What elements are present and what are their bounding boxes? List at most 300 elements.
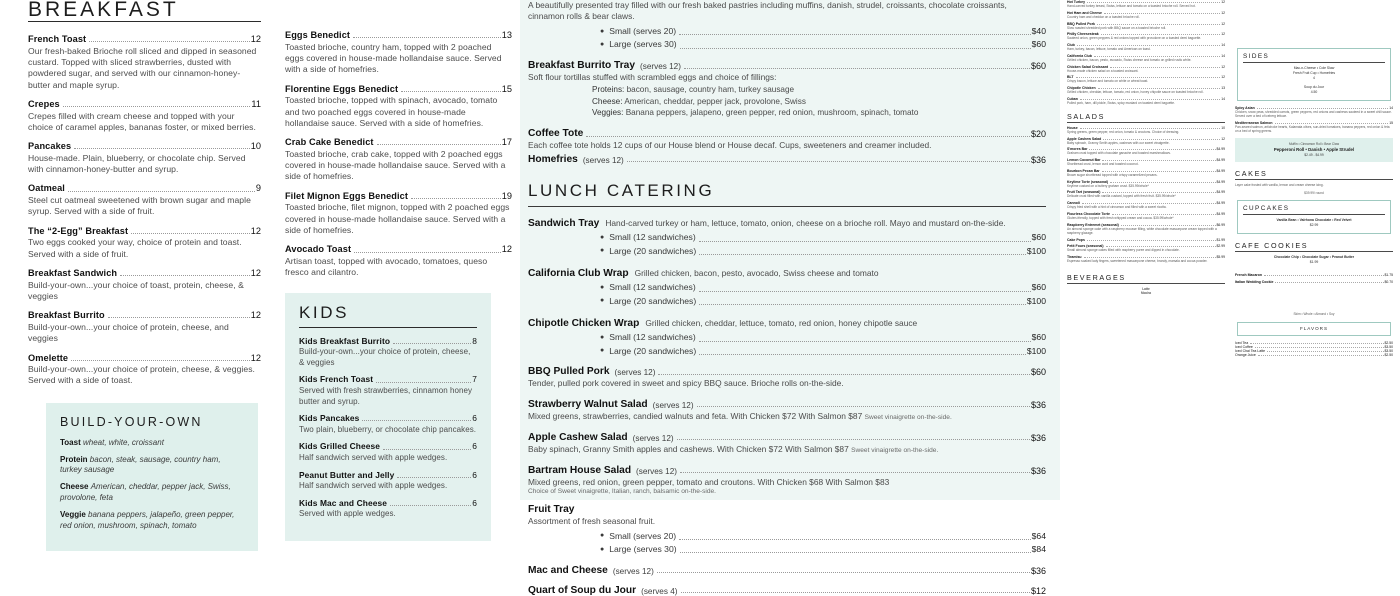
- cupcakes-price: $2.99: [1309, 223, 1319, 228]
- leader-dots: [680, 472, 1030, 473]
- item-price: $36: [1030, 565, 1046, 576]
- item-name: Cake Pops: [1067, 237, 1085, 242]
- item-price: $4.99: [1216, 211, 1225, 216]
- tiny-menu-item[interactable]: [1067, 190, 1225, 198]
- size-option[interactable]: [600, 331, 1046, 344]
- heading-divider: [28, 21, 261, 22]
- leader-dots: [1076, 77, 1221, 78]
- item-name: California Club Wrap: [528, 267, 629, 279]
- item-name: Omelette: [28, 352, 69, 363]
- item-price: 6: [472, 413, 477, 424]
- menu-item[interactable]: [28, 183, 261, 217]
- tiny-menu-item[interactable]: [1067, 244, 1225, 252]
- item-serves: (serves 12): [652, 400, 694, 410]
- item-price: 14: [1221, 43, 1225, 47]
- leader-dots: [1084, 257, 1216, 258]
- leader-dots: [1112, 214, 1216, 215]
- california-club-wrap[interactable]: [528, 267, 1046, 308]
- tiny-menu-item[interactable]: [1235, 280, 1393, 284]
- leader-dots: [390, 505, 471, 506]
- item-description: Baby spinach, Granny Smith apples and cashews. With Chicken $72 With Salmon $87: [528, 443, 849, 454]
- tiny-menu-item[interactable]: [1067, 0, 1225, 8]
- cupcakes-title: CUPCAKES: [1243, 205, 1290, 213]
- leader-dots: [376, 382, 471, 383]
- kids-heading: KIDS: [298, 302, 350, 322]
- catering-panel: [520, 0, 1060, 596]
- kids-divider: [299, 327, 477, 328]
- benedicts-column: [275, 0, 512, 519]
- filling-label: Veggies:: [592, 108, 624, 118]
- size-option[interactable]: [600, 344, 1046, 357]
- leader-dots: [627, 161, 1030, 162]
- size-price: $100: [1026, 245, 1046, 256]
- tiny-menu-item[interactable]: [1067, 169, 1225, 177]
- item-name: Chipotle Chicken Wrap: [528, 317, 640, 329]
- menu-item[interactable]: [28, 353, 261, 387]
- pastry-tray-intro-line1: A beautifully presented tray filled with our fresh baked pastries including muffins, danish, strudel, croissants, chocolate croissants,: [528, 0, 1007, 10]
- item-price: $1.75: [1384, 273, 1393, 278]
- cupcakes-line: Vanilla Bean • Valrhona Chocolate • Red Velvet: [1276, 218, 1352, 223]
- milk-options: Skim • Whole • Almond • Soy: [1293, 312, 1335, 317]
- tiny-right-column: [1230, 0, 1398, 500]
- item-description: Grilled chicken, bacon, pesto, avocado, Swiss cheese and tomato: [634, 267, 879, 278]
- size-option[interactable]: [600, 25, 1046, 38]
- byo-title: BUILD-YOUR-OWN: [60, 414, 203, 429]
- tiny-menu-item[interactable]: [1067, 158, 1225, 166]
- item-name: Filet Mignon Eggs Benedict: [284, 190, 409, 201]
- menu-item[interactable]: [299, 471, 477, 492]
- item-name: Hot Turkey: [1067, 0, 1086, 4]
- menu-item[interactable]: [299, 375, 477, 407]
- leader-dots: [679, 539, 1031, 540]
- item-description: Shortbread crust, lemon curd and toasted coconut.: [1067, 162, 1139, 167]
- leader-dots: [397, 477, 471, 478]
- tiny-menu-item[interactable]: [1067, 223, 1225, 235]
- bbq-pulled-pork[interactable]: [528, 366, 1046, 389]
- tiny-left-column: [1062, 0, 1230, 500]
- sides-divider: [1243, 62, 1385, 63]
- item-description: Slow roasted shredded pork with BBQ sauce on a toasted brioche roll.: [1067, 25, 1167, 30]
- menu-item[interactable]: [28, 141, 261, 175]
- pastry-tray-sizes: [600, 25, 1046, 52]
- leader-dots: [1110, 182, 1215, 183]
- chipotle-chicken-wrap[interactable]: [528, 317, 1046, 358]
- tiny-menu-item[interactable]: [1067, 255, 1225, 263]
- cafe-cookies-heading: CAFE COOKIES: [1235, 241, 1309, 251]
- bullet-icon: ●: [600, 333, 605, 341]
- menu-item[interactable]: [28, 99, 261, 133]
- filling-row: [592, 84, 1046, 96]
- item-name: Flourless Chocolate Torte: [1067, 211, 1110, 216]
- leader-dots: [63, 106, 251, 107]
- breakfast-panel: [0, 0, 520, 530]
- item-description: Country ham and cheddar on a toasted brioche roll.: [1067, 14, 1140, 19]
- item-description: Mixed greens, red onion, green pepper, tomato and croutons. With Chicken $68 With Salmon $83: [528, 476, 890, 487]
- item-description: House-made. Plain, blueberry, or chocolate chip. Served with cinnamon-honey-butter and syrup.: [28, 152, 246, 175]
- item-name: Kids Breakfast Burrito: [298, 335, 391, 346]
- leader-dots: [354, 252, 501, 253]
- item-price: 15: [1389, 120, 1393, 125]
- item-name: Crepes: [28, 98, 60, 109]
- item-name: Bartram House Salad: [528, 464, 632, 476]
- menu-item[interactable]: [299, 442, 477, 463]
- item-description: Half sandwich served with apple wedges.: [298, 481, 448, 491]
- item-name: Iced Coffee: [1235, 345, 1253, 350]
- size-price: $100: [1026, 295, 1046, 306]
- menu-item[interactable]: [285, 30, 512, 76]
- item-description: Build-your-own...your choice of toast, protein, cheese, & veggies: [28, 279, 244, 301]
- item-description: Toasted brioche, country ham, topped with 2 poached eggs covered in house-made hollandaise sauce. Served with a side of homefries.: [284, 41, 502, 75]
- item-name: Quart of Soup du Jour: [528, 584, 637, 596]
- cakes-divider: [1235, 179, 1393, 180]
- sandwich-tray[interactable]: [528, 217, 1046, 258]
- filling-label: Cheese:: [592, 96, 623, 106]
- leader-dots: [586, 136, 1030, 137]
- item-price: $36: [1030, 465, 1046, 476]
- sides-line: Mac-n-Cheese • Cole Slaw: [1293, 66, 1335, 71]
- size-option[interactable]: [600, 38, 1046, 51]
- item-description: Artisan toast, topped with avocado, tomatoes, queso fresco and cilantro.: [284, 256, 488, 278]
- item-name: Tiramisu: [1067, 254, 1082, 259]
- item-price: 7: [472, 374, 477, 385]
- menu-item[interactable]: [285, 191, 512, 237]
- item-description: Sauteed onion, green peppers & red onions topped with provolone on a toasted demi baguette.: [1067, 36, 1202, 41]
- breakfast-heading: BREAKFAST: [28, 0, 179, 21]
- bartram-house-salad[interactable]: [528, 465, 1046, 495]
- item-name: Kids Grilled Cheese: [298, 441, 380, 452]
- item-name: Strawberry Walnut Salad: [528, 398, 648, 410]
- cookies-divider: [1235, 251, 1393, 252]
- pastry-tray-intro-line2: cinnamon rolls & bear claws.: [528, 11, 635, 22]
- leader-dots: [68, 191, 255, 192]
- item-description: Toasted brioche, topped with spinach, avocado, tomato and two poached eggs covered in house-made hollandaise sauce. Served with a side of homefries.: [284, 95, 498, 128]
- item-name: Iced Tea: [1235, 341, 1249, 346]
- item-price: 12: [501, 244, 512, 255]
- item-price: 6: [472, 441, 477, 452]
- item-name: Homefries: [528, 153, 578, 165]
- leader-dots: [657, 572, 1030, 573]
- item-name: Club: [1067, 43, 1075, 47]
- item-name: French Toast: [28, 34, 87, 44]
- item-description: Graham crust topped with chocolate ganache and toasted marshmallows.: [1067, 151, 1171, 156]
- menu-item[interactable]: [28, 310, 261, 344]
- item-description: Grilled chicken, cheddar, lettuce, tomato, red onion, honey chipotle sauce: [645, 317, 918, 328]
- tiny-menu-item[interactable]: [1067, 32, 1225, 40]
- tiny-menu-item[interactable]: [1067, 65, 1225, 73]
- leader-dots: [393, 343, 471, 344]
- leader-dots: [1097, 24, 1220, 25]
- leader-dots: [1258, 355, 1384, 356]
- byo-row: [60, 510, 244, 532]
- item-price: $60: [1030, 61, 1046, 72]
- item-description: Two plain, blueberry, or chocolate chip pancakes.: [298, 424, 477, 434]
- item-description: Chicken, snow peas, shredded carrots, green peppers, red onions and cashews sauteed in a sweet chili sauce. Served over a bed of iceberg lettuce.: [1235, 110, 1392, 119]
- leader-dots: [1102, 192, 1215, 193]
- leader-dots: [1110, 67, 1220, 68]
- flavors-box: [1237, 322, 1391, 337]
- size-option[interactable]: [600, 244, 1046, 257]
- item-price: 12: [1221, 21, 1225, 26]
- size-option[interactable]: [600, 294, 1046, 307]
- leader-dots: [1264, 275, 1383, 276]
- item-description: Grilled chicken, cheddar, lettuce, tomato, red onion, honey chipotle sauce on toasted brioche roll.: [1067, 90, 1204, 94]
- sides-box: [1237, 48, 1391, 101]
- tiny-menu-item[interactable]: [1067, 97, 1225, 105]
- item-serves: (serves 12): [632, 433, 674, 443]
- item-description: Crispy bacon, lettuce and tomato on white or wheat toast.: [1067, 79, 1149, 84]
- byo-values: bacon, steak, sausage, country ham, turkey sausage: [60, 454, 221, 475]
- item-description: Ham, turkey, bacon, lettuce, tomato and American on toast.: [1067, 47, 1151, 51]
- item-description: Pulled pork, ham, dill pickle, Swiss, spicy mustard on toasted demi baguette.: [1067, 100, 1175, 105]
- item-description: Half sandwich served with apple wedges.: [298, 453, 448, 463]
- item-name: Sandwich Tray: [528, 217, 600, 229]
- size-option[interactable]: [600, 231, 1046, 244]
- item-price: $4.99: [1216, 201, 1225, 206]
- item-price: 13: [1221, 86, 1225, 90]
- item-name: Crab Cake Benedict: [284, 137, 374, 148]
- leader-dots: [1104, 13, 1220, 14]
- item-name: Mac and Cheese: [528, 564, 608, 576]
- item-price: 12: [250, 310, 261, 321]
- item-name: S'mores Bar: [1067, 147, 1088, 152]
- sides-price: 4: [1313, 76, 1315, 81]
- item-description: Soft flour tortillas stuffed with scrambled eggs and choice of fillings:: [528, 72, 777, 83]
- leader-dots: [679, 34, 1031, 35]
- item-description: Build-your-own...your choice of protein, cheese, & veggies. Served with a side of toast.: [28, 364, 255, 386]
- cupcakes-divider: [1243, 214, 1385, 215]
- leader-dots: [1275, 123, 1389, 124]
- item-description: Served with apple wedges.: [298, 509, 396, 519]
- menu-item[interactable]: [28, 34, 261, 91]
- bakery-main-line: Pepperoni Roll • Danish • Apple Strudel: [1273, 146, 1355, 152]
- item-name: Coffee Tote: [528, 128, 584, 140]
- fruit-tray[interactable]: [528, 504, 1046, 556]
- item-price: 12: [1221, 64, 1225, 69]
- item-description: Toasted brioche, filet mignon, topped with 2 poached eggs covered in house-made hollandaise sauce. Served with a side of homefries.: [284, 202, 510, 236]
- strawberry-walnut-salad[interactable]: [528, 399, 1046, 423]
- size-price: $60: [1031, 332, 1046, 343]
- tiny-menu-item[interactable]: [1067, 11, 1225, 19]
- item-price: 12: [1221, 32, 1225, 37]
- item-price: $36: [1030, 154, 1046, 165]
- tiny-menu-item[interactable]: [1067, 126, 1225, 134]
- tiny-menu-item[interactable]: [1235, 341, 1393, 357]
- homefries-item[interactable]: [528, 154, 1046, 165]
- item-price: $5.99: [1216, 254, 1225, 259]
- kids-section: [285, 293, 491, 541]
- item-name: Eggs Benedict: [284, 30, 351, 40]
- byo-values: American, cheddar, pepper jack, Swiss, provolone, feta: [60, 482, 231, 502]
- leader-dots: [1102, 171, 1216, 172]
- spicy-asian-note: [1235, 0, 1393, 8]
- size-price: $60: [1031, 39, 1046, 50]
- item-serves: (serves 12): [614, 368, 656, 378]
- item-price: 19: [501, 190, 512, 201]
- bullet-icon: ●: [600, 347, 605, 355]
- byo-label: Protein: [60, 454, 88, 464]
- item-price: 10: [1221, 125, 1225, 130]
- filling-label: Proteins:: [592, 84, 625, 94]
- tiny-menu-item[interactable]: [1067, 238, 1225, 242]
- item-name: BBQ Pulled Pork: [1067, 21, 1096, 26]
- leader-dots: [1257, 108, 1389, 109]
- leader-dots: [680, 552, 1031, 553]
- item-serves: (serves 12): [612, 566, 654, 576]
- tiny-menu-item[interactable]: [1067, 54, 1225, 62]
- byo-values: banana peppers, jalapeño, green pepper, red onion, mushroom, spinach, tomato: [60, 509, 235, 530]
- size-option[interactable]: [600, 529, 1046, 542]
- leader-dots: [1087, 240, 1216, 241]
- item-name: Raspberry Entremet (seasonal): [1067, 222, 1119, 227]
- tiny-menu-item[interactable]: [1067, 86, 1225, 94]
- tiny-menu-item[interactable]: [1235, 106, 1393, 118]
- item-price: 10: [250, 141, 261, 152]
- item-name: Oatmeal: [28, 183, 65, 194]
- item-name: Florentine Eggs Benedict: [284, 83, 399, 94]
- tiny-menu-item[interactable]: [1067, 22, 1225, 30]
- item-description: Two eggs cooked your way, choice of protein and toast. Served with a side of fruit.: [28, 237, 242, 259]
- byo-row: [60, 455, 244, 477]
- menu-item[interactable]: [299, 499, 477, 520]
- item-price: 12: [1221, 75, 1225, 80]
- tiny-menu-item[interactable]: [1067, 75, 1225, 83]
- sides-soup-price: 4.50: [1310, 90, 1318, 95]
- bakery-price: $2.49 - $4.99: [1304, 153, 1324, 158]
- size-option[interactable]: [600, 281, 1046, 294]
- item-price: 17: [501, 137, 512, 148]
- leader-dots: [658, 374, 1030, 375]
- espresso-item: Mocha: [1140, 291, 1152, 296]
- salads-heading: SALADS: [1067, 111, 1105, 121]
- item-description: Grilled chicken, bacon, pesto, avocado, Swiss cheese and tomato on grilled rustic white.: [1067, 57, 1192, 62]
- menu-item[interactable]: [299, 414, 477, 435]
- item-name: Lemon Coconut Bar: [1067, 158, 1101, 163]
- filling-row: [592, 96, 1046, 108]
- item-price: 12: [250, 268, 261, 279]
- byo-label: Cheese: [60, 482, 89, 492]
- menu-item[interactable]: [28, 268, 261, 302]
- size-price: $60: [1031, 282, 1046, 293]
- tiny-menu-item[interactable]: [1067, 147, 1225, 155]
- item-serves: (serves 12): [640, 62, 681, 72]
- item-serves: (serves 4): [641, 586, 678, 596]
- size-option[interactable]: [600, 543, 1046, 556]
- item-price: 11: [251, 98, 261, 109]
- size-label: Small (serves 20): [609, 530, 677, 541]
- item-price: 12: [1221, 10, 1225, 15]
- bullet-icon: ●: [600, 545, 605, 553]
- leader-dots: [681, 592, 1030, 593]
- item-name: Breakfast Burrito: [28, 310, 105, 321]
- item-description: Served with fresh strawberries, cinnamon honey butter and syrup.: [298, 386, 473, 406]
- item-name: Kids Pancakes: [298, 413, 360, 424]
- menu-item[interactable]: [285, 244, 512, 278]
- leader-dots: [377, 144, 501, 145]
- item-price: $2.99: [1216, 244, 1225, 249]
- leader-dots: [1087, 2, 1220, 3]
- item-description: Tender, pulled pork covered in sweet and spicy BBQ sauce. Brioche rolls on-the-side.: [528, 378, 844, 389]
- leader-dots: [699, 254, 1026, 255]
- leader-dots: [699, 304, 1026, 305]
- size-label: Small (serves 20): [609, 26, 677, 37]
- bullet-icon: ●: [600, 532, 605, 540]
- tiny-menu-item[interactable]: [1067, 43, 1225, 51]
- item-price: 8: [472, 335, 477, 346]
- leader-dots: [1106, 246, 1216, 247]
- item-description: Each coffee tote holds 12 cups of our House blend or House decaf. Cups, sweeteners and creamer included.: [528, 140, 932, 151]
- menu-item[interactable]: [285, 84, 512, 130]
- size-price: $64: [1031, 530, 1046, 541]
- item-price: $4.99: [1216, 158, 1225, 163]
- item-name: Apple Cashew Salad: [528, 431, 628, 443]
- item-name: Chicken Salad Croissant: [1067, 64, 1109, 69]
- quart-of-soup[interactable]: [528, 585, 1046, 596]
- size-price: $84: [1031, 543, 1046, 554]
- menu-item[interactable]: [299, 337, 477, 369]
- item-description: Crepes filled with cream cheese and topped with your choice of caramel apples, bananas foster, or mixed berries.: [28, 110, 256, 132]
- coffee-tote[interactable]: [528, 128, 1046, 151]
- tiny-menu-item[interactable]: [1235, 273, 1393, 277]
- item-price: 12: [1221, 136, 1225, 141]
- leader-dots: [1121, 225, 1216, 226]
- item-price: 12: [250, 34, 261, 44]
- lunch-divider: [528, 206, 1046, 207]
- lunch-catering-heading: LUNCH CATERING: [528, 180, 715, 200]
- cookies-line: Chocolate Chip • Chocolate Sugar • Peanut Butter: [1273, 255, 1355, 260]
- tiny-menu-item[interactable]: [1067, 212, 1225, 220]
- size-label: Large (serves 30): [609, 543, 677, 554]
- breakfast-burrito-tray[interactable]: [528, 60, 1046, 119]
- bullet-icon: ●: [600, 297, 605, 305]
- item-price: $4.99: [1216, 179, 1225, 184]
- tiny-menu-item[interactable]: [1067, 137, 1225, 145]
- item-name: Apple Cashew Salad: [1067, 136, 1102, 141]
- cakes-description: Layer cake frosted with vanilla, lemon and cream cheese icing.: [1235, 183, 1324, 188]
- sides-title: SIDES: [1243, 53, 1270, 61]
- bullet-icon: ●: [600, 27, 605, 35]
- item-price: 14: [1221, 96, 1225, 101]
- leader-dots: [1098, 88, 1221, 89]
- leader-dots: [699, 354, 1026, 355]
- item-name: Cuban: [1067, 96, 1078, 101]
- apple-cashew-salad[interactable]: [528, 432, 1046, 456]
- leader-dots: [1267, 351, 1383, 352]
- menu-item[interactable]: [28, 226, 261, 260]
- item-description: Toasted brioche, crab cake, topped with 2 poached eggs covered in house-made hollandaise sauce. Served with a side of homefries.: [284, 148, 506, 182]
- item-description: An almond sponge cake with a raspberry mousse filling, white chocolate mascarpone cream topped with a raspberry glazage.: [1067, 226, 1217, 235]
- flavors-title: FLAVORS: [1299, 325, 1329, 331]
- item-price: $0.70: [1384, 279, 1393, 284]
- item-price: 13: [501, 30, 512, 40]
- leader-dots: [1077, 45, 1220, 46]
- item-description: Crispy fried shell with a hint of cinnamon and filled with a sweet ricotta.: [1067, 205, 1167, 210]
- item-name: Petit Fours (seasonal): [1067, 244, 1104, 249]
- item-name: Iced Chai Tea Latte: [1235, 349, 1266, 354]
- byo-label: Toast: [60, 437, 81, 447]
- mac-and-cheese[interactable]: [528, 565, 1046, 576]
- tiny-menu-item[interactable]: [1067, 201, 1225, 209]
- leader-dots: [1080, 128, 1221, 129]
- menu-item[interactable]: [285, 137, 512, 183]
- tiny-menu-item[interactable]: [1067, 180, 1225, 188]
- item-price: 6: [472, 497, 477, 508]
- item-serves: (serves 12): [582, 155, 624, 165]
- item-name: BLT: [1067, 75, 1074, 80]
- leader-dots: [71, 360, 250, 361]
- item-description: Brown sugar shortbread topped with crispy caramelized pecans.: [1067, 172, 1158, 177]
- leader-dots: [699, 341, 1031, 342]
- tiny-menu-item[interactable]: [1235, 121, 1393, 133]
